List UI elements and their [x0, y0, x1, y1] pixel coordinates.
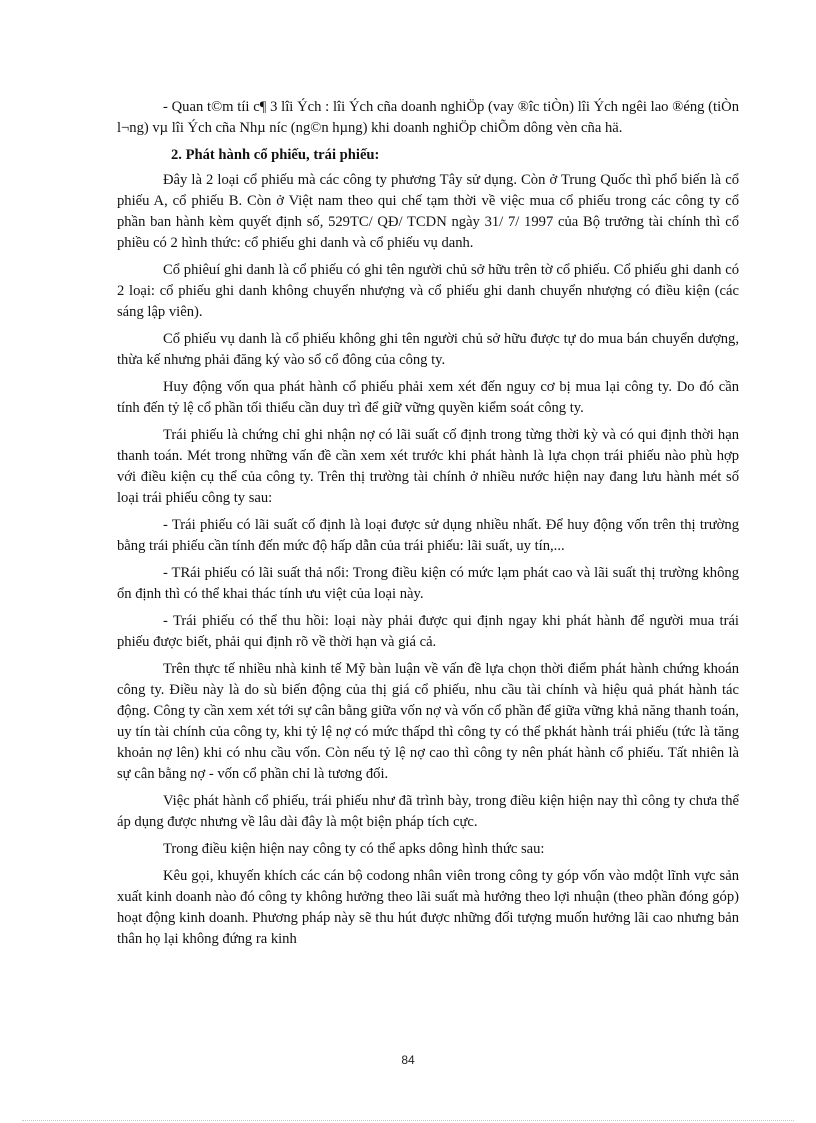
paragraph-12: Kêu gọi, khuyến khích các cán bộ codong nhân viên trong công ty góp vốn vào mdột lĩnh vực sản xuất kinh doanh nào đó công ty không hưởng theo lãi suất mà hưởng theo lợi nhuận (theo phần đóng góp) hoạt động kinh doanh. Phương pháp này sẽ thu hút được những đối tượng muốn hưởng lãi cao nhưng bản thân họ lại không đứng ra kinh [117, 868, 739, 947]
section-heading: 2. Phát hành cổ phiếu, trái phiếu: [171, 147, 380, 163]
paragraph-4: Huy động vốn qua phát hành cổ phiếu phải xem xét đến nguy cơ bị mua lại công ty. Do đó cần tính đến tỷ lệ cổ phần tối thiểu cần duy trì để giữ vững quyền kiểm soát công ty. [117, 379, 739, 416]
paragraph-3: Cổ phiếu vụ danh là cổ phiếu không ghi tên người chủ sở hữu được tự do mua bán chuyển dượng, thừa kế nhưng phải đăng ký vào sổ cổ đông của công ty. [117, 331, 739, 368]
paragraph-10: Việc phát hành cổ phiếu, trái phiếu như đã trình bày, trong điều kiện hiện nay thì công ty chưa thể áp dụng được nhưng về lâu dài đây là một biện pháp tích cực. [117, 793, 739, 830]
paragraph-5: Trái phiếu là chứng chỉ ghi nhận nợ có lãi suất cố định trong từng thời kỳ và có qui định thời hạn thanh toán. Mét trong những vấn đề cần xem xét trước khi phát hành là lựa chọn trái phiếu nào phù hợp với điều kiện cụ thể của công ty. Trên thị trường tài chính ở nhiều nước hiện nay đang lưu hành mét số loại trái phiếu công ty sau: [117, 427, 739, 506]
page-number: 84 [401, 1053, 415, 1067]
paragraph-1: Đây là 2 loại cổ phiếu mà các công ty phương Tây sử dụng. Còn ở Trung Quốc thì phổ biến là cổ phiếu A, cổ phiếu B. Còn ở Việt nam theo qui chế tạm thời về việc mua cổ phiếu trong các công ty cổ phần ban hành kèm quyết định số, 529TC/ QĐ/ TCDN ngày 31/ 7/ 1997 của Bộ trưởng tài chính thì cổ phiều có 2 hình thức: cổ phiếu ghi danh và cổ phiếu vụ danh. [117, 172, 739, 251]
paragraph-11: Trong điều kiện hiện nay công ty có thể apks dông hình thức sau: [163, 841, 545, 857]
paragraph-8: - Trái phiếu có thể thu hồi: loại này phải được qui định ngay khi phát hành để người mua trái phiếu được biết, phải qui định rõ về thời hạn và giá cả. [117, 613, 739, 650]
page-bottom-divider [22, 1120, 794, 1121]
document-page [117, 97, 739, 956]
paragraph-2: Cổ phiêuí ghi danh là cổ phiếu có ghi tên người chủ sở hữu trên tờ cổ phiếu. Cổ phiếu ghi danh có 2 loại: cổ phiếu ghi danh không chuyển nhượng và cổ phiếu ghi danh chuyển nhượng có điều kiện (các sáng lập viên). [117, 262, 739, 320]
paragraph-9: Trên thực tế nhiều nhà kinh tế Mỹ bàn luận về vấn đề lựa chọn thời điểm phát hành chứng khoán công ty. Điều này là do sù biến động của thị giá cổ phiếu, nhu cầu tài chính và hiệu quả phát hành tác động. Công ty cần xem xét tới sự cân bằng giữa vốn nợ và vốn cổ phần để giữa vững khả năng thanh toán, uy tín tài chính của công ty, khi tỷ lệ nợ có mức thấpd thì công ty có thể pkhát hành trái phiếu (tức là tăng khoản nợ lên) khi có nhu cầu vốn. Còn nếu tỷ lệ nợ cao thì công ty nên phát hành cổ phiếu. Tất nhiên là sự cân bằng nợ - vốn cổ phần chỉ là tương đối. [117, 661, 739, 782]
intro-paragraph: - Quan t©m tíi c¶ 3 lîi Ých : lîi Ých cña doanh nghiÖp (vay ®îc tiÒn) lîi Ých ngêi lao ®éng (tiÒn l¬ng) vµ lîi Ých cña Nhµ níc (ng©n hµng) khi doanh nghiÖp chiÕm dông vèn cña hä. [117, 99, 739, 136]
paragraph-6: - Trái phiếu có lãi suất cố định là loại được sử dụng nhiều nhất. Để huy động vốn trên thị trường bằng trái phiếu cần tính đến mức độ hấp dẫn của trái phiếu: lãi suất, uy tín,... [117, 517, 739, 554]
paragraph-7: - TRái phiếu có lãi suất thả nổi: Trong điều kiện có mức lạm phát cao và lãi suất thị trường không ổn định thì có thể khai thác tính ưu việt của loại này. [117, 565, 739, 602]
